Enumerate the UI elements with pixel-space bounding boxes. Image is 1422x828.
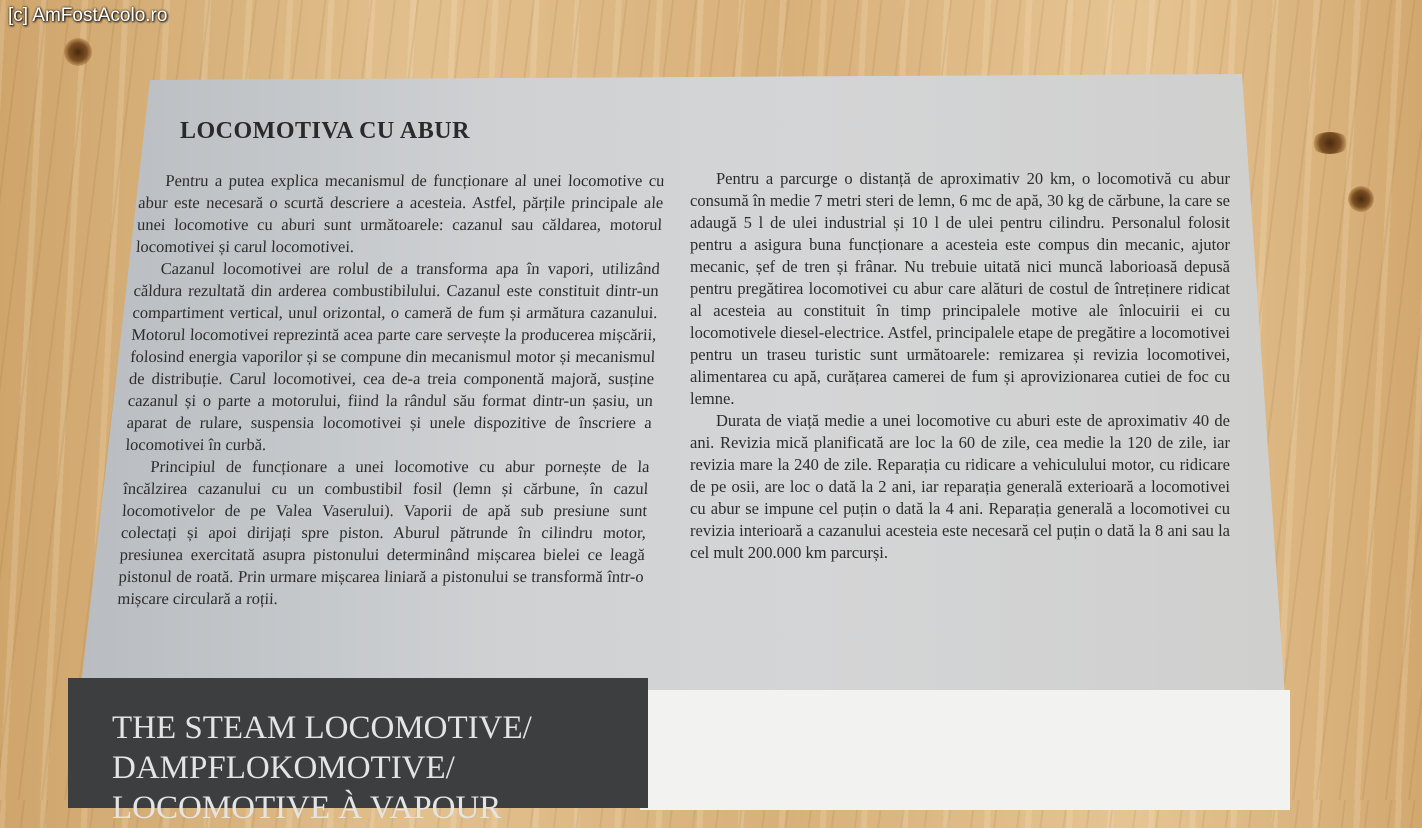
right-paragraph: Durata de viață medie a unei locomotive cu aburi este de aproximativ 40 de ani. Revizia mică planificată are loc la 60 de zile, cea medie la 120 de zile, iar revizia mare la 240 de zile. Reparația cu ridicare a vehiculului motor, cu ridicare de pe osii, are loc o dată la 2 ani, iar reparația generală exterioară a locomotivei cu abur se impune cel puțin o dată la 4 ani. Reparația generală a locomotivei cu revizia interioară a cazanului acesteia este necesară cel puțin o dată la 8 ani sau la cel mult 200.000 km parcurși. — [690, 411, 1230, 562]
left-paragraph: Principiul de funcționare a unei locomotive cu abur pornește de la încălzirea cazanului cu un combustibil fosil (lemn și cărbune, în cazul locomotivelor de pe Valea Vaserului). Vaporii de apă sub presiune sunt colectați și apoi dirijați spre piston. Aburul pătrunde în cilindru motor, presiunea exercitată asupra pistonului determinând mișcarea bielei ce leagă pistonul de roată. Prin urmare mișcarea liniară a pistonului se transformă într-o mișcare circulară a roții. — [117, 457, 650, 608]
right-paragraph: Pentru a parcurge o distanță de aproximativ 20 km, o locomotivă cu abur consumă în medie 7 metri steri de lemn, 6 mc de apă, 30 kg de cărbune, la care se adaugă 5 l de ulei industrial și 10 l de ulei pentru cilindru. Personalul folosit pentru a asigura buna funcționare a acesteia este compus din mecanic, ajutor mecanic, șef de tren și frânar. Nu trebuie uitată nici muncă laborioasă depusă pentru pregătirea locomotivei cu abur care alături de costul de întreținere ridicat al acesteia au constituit în timp principalele motive ale înlocuirii ei cu locomotivele diesel-electrice. Astfel, principalele etape de pregătire a locomotivei pentru un traseu turistic sunt următoarele: remizarea și revizia locomotivei, alimentarea cu apă, curățarea camerei de fum și aprovizionarea cutiei de foc cu lemne. — [690, 169, 1230, 408]
left-paragraph: Pentru a putea explica mecanismul de funcționare al unei locomotive cu abur este necesară o scurtă descriere a acesteia. Astfel, părțile principale ale unei locomotive cu aburi sunt următoarele: cazanul sau căldarea, motorul locomotivei și carul locomotivei. — [135, 171, 665, 256]
subtitle-line: LOCOMOTIVE À VAPOUR — [112, 790, 502, 826]
multilingual-subtitle — [112, 708, 532, 828]
left-paragraph: Cazanul locomotivei are rolul de a transforma apa în vapori, utilizând căldura rezultată din arderea combustibilului. Cazanul este constituit dintr-un compartiment vertical, unul orizontal, o cameră de fum și armătura cazanului. Motorul locomotivei reprezintă acea parte care servește la producerea mișcării, folosind energia vaporilor și se compune din mecanismul motor și mecanismul de distribuție. Carul locomotivei, cea de-a treia componentă majoră, susține cazanul și o parte a motorului, fiind la rândul său format dintr-un șasiu, un aparat de rulare, suspensia locomotivei și unele dispozitive de înscriere a locomotivei în curbă. — [125, 259, 661, 454]
wood-knot — [1310, 132, 1350, 154]
subtitle-line: THE STEAM LOCOMOTIVE/ — [112, 710, 532, 746]
right-column — [690, 168, 1230, 564]
wood-knot — [1348, 186, 1374, 212]
watermark: [c] AmFostAcolo.ro — [8, 5, 168, 26]
panel-title: LOCOMOTIVA CU ABUR — [180, 118, 470, 144]
lower-white-panel — [640, 690, 1290, 810]
left-column — [117, 170, 665, 610]
subtitle-line: DAMPFLOKOMOTIVE/ — [112, 750, 455, 786]
wood-knot — [64, 38, 92, 66]
